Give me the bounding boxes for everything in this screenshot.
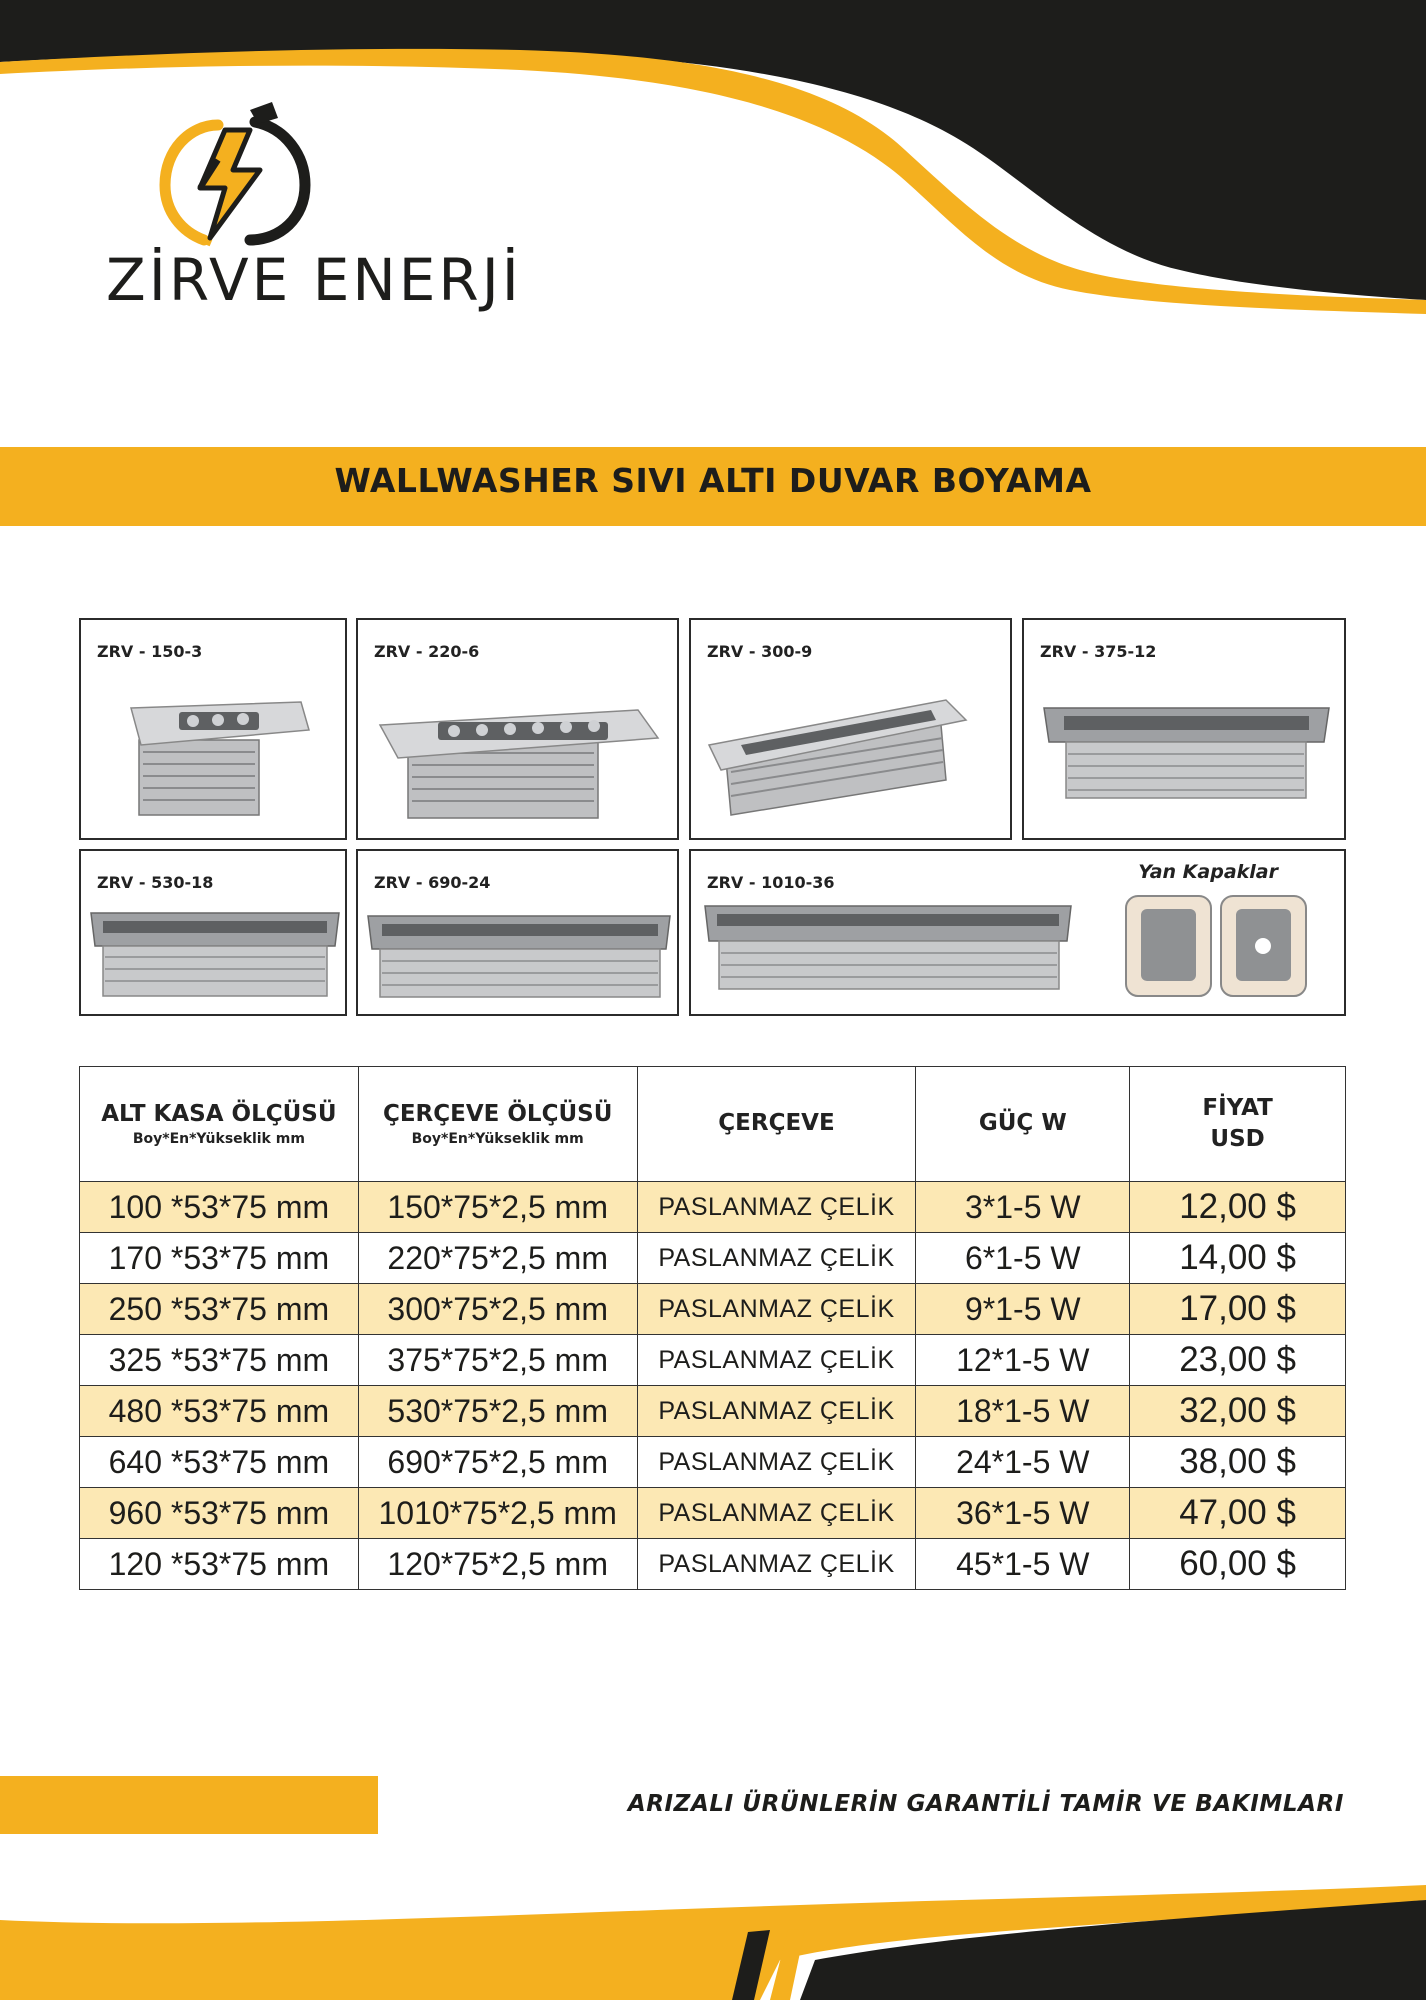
side-cover-images [1126,896,1306,996]
cell-alt-kasa: 960 *53*75 mm [80,1488,359,1539]
cell-cerceve: PASLANMAZ ÇELİK [637,1539,916,1590]
table-row [80,1284,1346,1335]
product-card-300-9 [689,618,1012,840]
cell-fiyat: 12,00 $ [1130,1182,1346,1233]
table-row [80,1182,1346,1233]
product-card-150-3 [79,618,347,840]
header-title: ALT KASA ÖLÇÜSÜ [101,1101,337,1128]
header-sub: USD [1210,1126,1265,1152]
cell-alt-kasa: 100 *53*75 mm [80,1182,359,1233]
cell-cerceve-olcusu: 375*75*2,5 mm [358,1335,637,1386]
cell-guc: 3*1-5 W [916,1182,1130,1233]
cell-alt-kasa: 480 *53*75 mm [80,1386,359,1437]
table-row [80,1437,1346,1488]
header-fiyat [1130,1067,1346,1182]
price-table [79,1066,1346,1590]
header-guc [916,1067,1130,1182]
cell-guc: 36*1-5 W [916,1488,1130,1539]
cell-alt-kasa: 250 *53*75 mm [80,1284,359,1335]
cell-cerceve: PASLANMAZ ÇELİK [637,1233,916,1284]
product-model-label: ZRV - 300-9 [707,642,813,661]
cell-cerceve: PASLANMAZ ÇELİK [637,1182,916,1233]
product-model-label: ZRV - 375-12 [1040,642,1157,661]
cell-guc: 18*1-5 W [916,1386,1130,1437]
header-sub: Boy*En*Yükseklik mm [132,1131,305,1148]
cell-guc: 6*1-5 W [916,1233,1130,1284]
cell-cerceve-olcusu: 530*75*2,5 mm [358,1386,637,1437]
product-card-375-12 [1022,618,1346,840]
cell-cerceve: PASLANMAZ ÇELİK [637,1386,916,1437]
cell-cerceve-olcusu: 300*75*2,5 mm [358,1284,637,1335]
product-card-1010-36 [689,849,1346,1016]
header-title: ÇERÇEVE ÖLÇÜSÜ [382,1101,613,1128]
header-alt-kasa [80,1067,359,1182]
cell-fiyat: 17,00 $ [1130,1284,1346,1335]
product-model-label: ZRV - 690-24 [374,873,491,892]
product-card-690-24 [356,849,679,1016]
cell-fiyat: 47,00 $ [1130,1488,1346,1539]
page-title: WALLWASHER SIVI ALTI DUVAR BOYAMA [334,461,1092,500]
table-header-row [80,1067,1346,1182]
product-model-label: ZRV - 220-6 [374,642,480,661]
cell-alt-kasa: 325 *53*75 mm [80,1335,359,1386]
table-row [80,1335,1346,1386]
cell-guc: 12*1-5 W [916,1335,1130,1386]
table-row [80,1539,1346,1590]
cell-alt-kasa: 170 *53*75 mm [80,1233,359,1284]
header-title: ÇERÇEVE [718,1110,835,1137]
brand-name: ZİRVE ENERJİ [106,246,522,314]
cell-cerceve: PASLANMAZ ÇELİK [637,1437,916,1488]
cell-cerceve-olcusu: 150*75*2,5 mm [358,1182,637,1233]
product-model-label: ZRV - 1010-36 [707,873,835,892]
cell-cerceve-olcusu: 690*75*2,5 mm [358,1437,637,1488]
header-title: FİYAT [1202,1094,1273,1121]
product-model-label: ZRV - 530-18 [97,873,214,892]
header-cerceve [637,1067,916,1182]
cell-cerceve-olcusu: 1010*75*2,5 mm [358,1488,637,1539]
cell-guc: 45*1-5 W [916,1539,1130,1590]
table-row [80,1386,1346,1437]
cell-fiyat: 60,00 $ [1130,1539,1346,1590]
cell-cerceve-olcusu: 120*75*2,5 mm [358,1539,637,1590]
cell-alt-kasa: 640 *53*75 mm [80,1437,359,1488]
product-model-label: ZRV - 150-3 [97,642,203,661]
table-row [80,1233,1346,1284]
cell-guc: 24*1-5 W [916,1437,1130,1488]
cell-cerceve-olcusu: 220*75*2,5 mm [358,1233,637,1284]
footer-slogan: ARIZALI ÜRÜNLERİN GARANTİLİ TAMİR VE BAKIMLARI [627,1791,1344,1817]
cell-guc: 9*1-5 W [916,1284,1130,1335]
cell-fiyat: 23,00 $ [1130,1335,1346,1386]
product-card-530-18 [79,849,347,1016]
header-sub: Boy*En*Yükseklik mm [411,1131,584,1148]
cell-cerceve: PASLANMAZ ÇELİK [637,1335,916,1386]
cell-fiyat: 14,00 $ [1130,1233,1346,1284]
header-title: GÜÇ W [978,1110,1067,1137]
side-covers-label: Yan Kapaklar [1138,861,1278,883]
cell-fiyat: 38,00 $ [1130,1437,1346,1488]
cell-alt-kasa: 120 *53*75 mm [80,1539,359,1590]
cell-cerceve: PASLANMAZ ÇELİK [637,1488,916,1539]
cell-cerceve: PASLANMAZ ÇELİK [637,1284,916,1335]
product-card-220-6 [356,618,679,840]
footer-accent-bar [0,1776,378,1834]
cell-fiyat: 32,00 $ [1130,1386,1346,1437]
header-cerceve-olcusu [358,1067,637,1182]
table-row [80,1488,1346,1539]
